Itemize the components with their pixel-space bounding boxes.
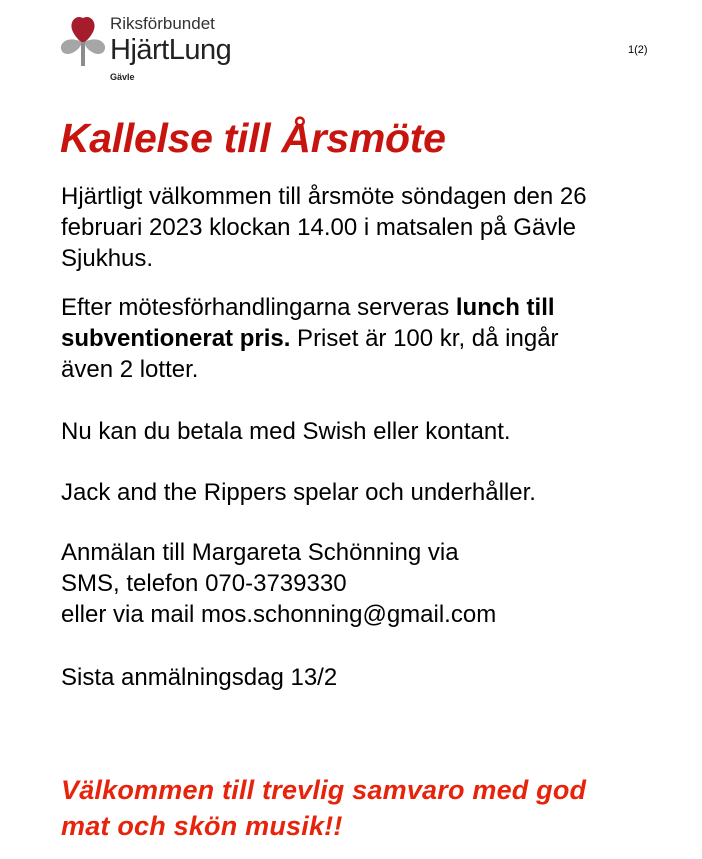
page-number: 1(2) — [628, 44, 648, 56]
lunch-highlight: lunch till — [455, 294, 555, 321]
deadline-paragraph: Sista anmälningsdag 13/2 — [61, 664, 338, 691]
registration-phone: SMS, telefon 070-3739330 — [61, 570, 347, 597]
org-logo — [60, 14, 250, 86]
lunch-line-1 — [61, 292, 661, 323]
closing-line: Välkommen till trevlig samvaro med god — [61, 775, 587, 805]
registration-paragraph — [61, 537, 661, 630]
intro-paragraph — [61, 181, 661, 274]
closing-message — [61, 772, 681, 844]
registration-email: eller via mail mos.schonning@gmail.com — [61, 601, 497, 628]
document-title: Kallelse till Årsmöte — [60, 115, 446, 161]
lunch-price-text: Priset är 100 kr, då ingår — [290, 325, 559, 352]
intro-line: Sjukhus. — [61, 245, 154, 272]
heart-lung-logo-icon — [60, 16, 106, 68]
intro-line: Hjärtligt välkommen till årsmöte söndagen den 26 — [61, 183, 587, 210]
lunch-line-2 — [61, 323, 661, 354]
lunch-paragraph — [61, 292, 661, 385]
lunch-highlight: subventionerat pris. — [61, 325, 291, 352]
entertainment-paragraph: Jack and the Rippers spelar och underhåller. — [61, 479, 536, 506]
org-branch: Gävle — [110, 72, 135, 82]
org-name-top: Riksförbundet — [110, 14, 215, 33]
intro-line: februari 2023 klockan 14.00 i matsalen på Gävle — [61, 214, 576, 241]
closing-line: mat och skön musik!! — [61, 811, 343, 841]
payment-paragraph: Nu kan du betala med Swish eller kontant. — [61, 418, 511, 445]
lunch-text: Efter mötesförhandlingarna serveras — [61, 294, 456, 321]
lunch-line-3: även 2 lotter. — [61, 356, 199, 383]
registration-line: Anmälan till Margareta Schönning via — [61, 539, 459, 566]
org-name-main: HjärtLung — [110, 34, 232, 66]
